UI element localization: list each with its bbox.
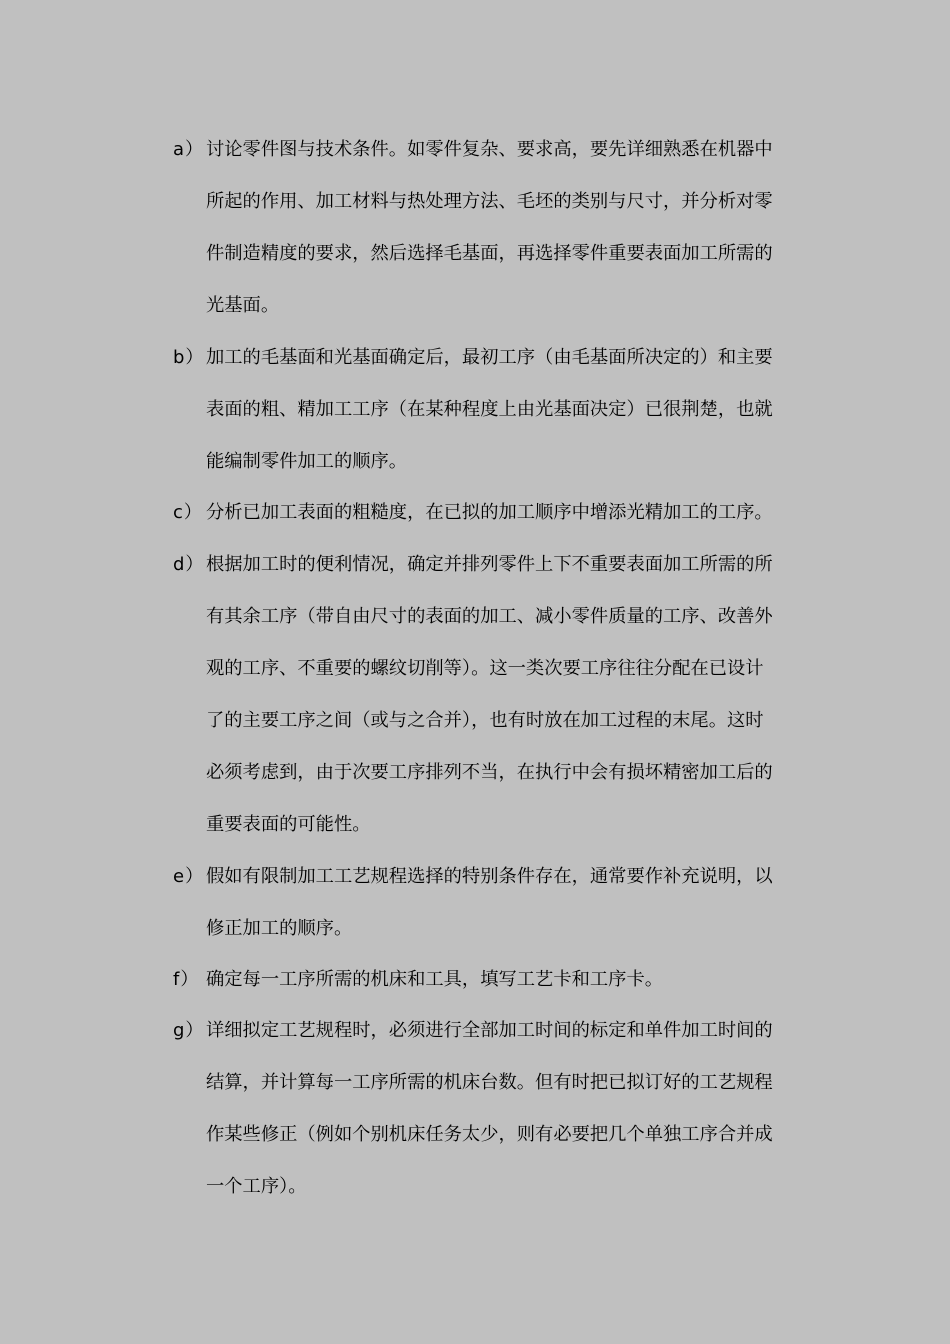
paragraph-line: 必须考虑到，由于次要工序排列不当，在执行中会有损坏精密加工后的	[206, 762, 773, 783]
paragraph-line: 能编制零件加工的顺序。	[206, 451, 408, 472]
paragraph-line: 分析已加工表面的粗糙度，在已拟的加工顺序中增添光精加工的工序。	[206, 502, 773, 523]
paragraph-line: 假如有限制加工工艺规程选择的特别条件存在，通常要作补充说明，以	[206, 866, 773, 887]
paragraph-line: 根据加工时的便利情况，确定并排列零件上下不重要表面加工所需的所	[206, 554, 773, 575]
paragraph-line: 作某些修正（例如个别机床任务太少，则有必要把几个单独工序合并成	[206, 1124, 773, 1145]
list-marker: a）	[173, 139, 205, 160]
paragraph-line: 件制造精度的要求，然后选择毛基面，再选择零件重要表面加工所需的	[206, 243, 773, 264]
paragraph-line: 所起的作用、加工材料与热处理方法、毛坯的类别与尺寸，并分析对零	[206, 191, 773, 212]
list-marker: f）	[173, 969, 200, 990]
paragraph-line: 一个工序）。	[206, 1176, 307, 1197]
paragraph-line: 重要表面的可能性。	[206, 814, 371, 835]
paragraph-line: 详细拟定工艺规程时，必须进行全部加工时间的标定和单件加工时间的	[206, 1020, 773, 1041]
paragraph-line: 讨论零件图与技术条件。如零件复杂、要求高，要先详细熟悉在机器中	[206, 139, 773, 160]
list-marker: c）	[173, 502, 203, 523]
list-marker: g）	[173, 1020, 205, 1041]
paragraph-line: 观的工序、不重要的螺纹切削等）。这一类次要工序往往分配在已设计	[206, 658, 764, 679]
paragraph-line: 有其余工序（带自由尺寸的表面的加工、减小零件质量的工序、改善外	[206, 606, 773, 627]
paragraph-line: 确定每一工序所需的机床和工具，填写工艺卡和工序卡。	[206, 969, 664, 990]
paragraph-line: 修正加工的顺序。	[206, 918, 353, 939]
list-marker: b）	[173, 347, 205, 368]
list-marker: d）	[173, 554, 205, 575]
paragraph-line: 光基面。	[206, 295, 280, 316]
paragraph-line: 表面的粗、精加工工序（在某种程度上由光基面决定）已很荆楚，也就	[206, 399, 773, 420]
paragraph-line: 结算，并计算每一工序所需的机床台数。但有时把已拟订好的工艺规程	[206, 1072, 773, 1093]
paragraph-line: 了的主要工序之间（或与之合并），也有时放在加工过程的末尾。这时	[206, 710, 764, 731]
paragraph-line: 加工的毛基面和光基面确定后，最初工序（由毛基面所决定的）和主要	[206, 347, 773, 368]
list-marker: e）	[173, 866, 205, 887]
